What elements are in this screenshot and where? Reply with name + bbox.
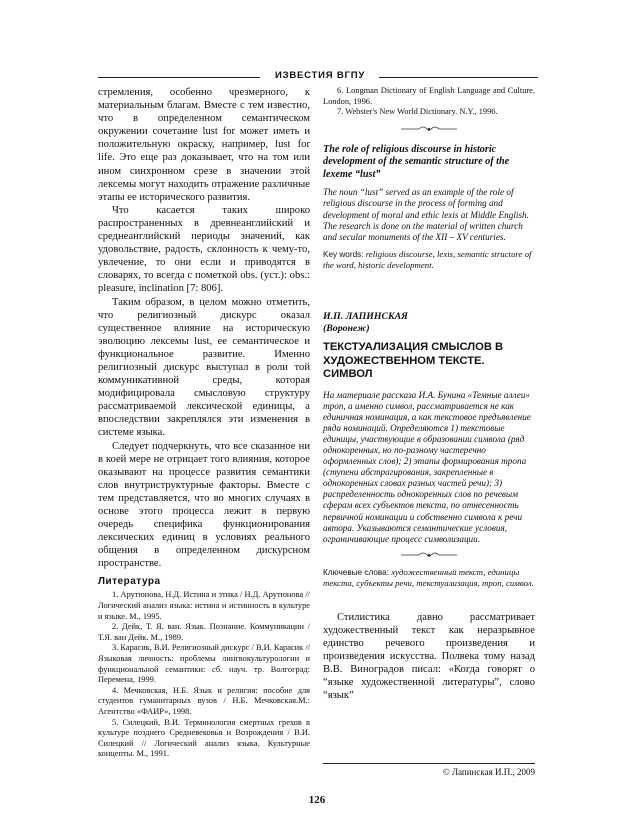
body-paragraph: Следует подчеркнуть, что все сказанное ни в коей мере не отрицает того влияния, которое оказывают на процессе развития семантики слов внутриструктурные факторы. Вместе с тем представляется, что во многих случаях в основе этого процесса лежит в первую очередь специфика функционирования лексических единиц в условиях реального общения в определенном дискурсном пространстве. bbox=[98, 440, 310, 570]
body-paragraph: Что касается таких широко распространенных в древнеанглийский и среднеанглийский периоды значений, как удовольствие, радость, склонность к чему-то, увлечение, то они если и приводятся в словарях, то всегда с пометкой obs. (уст.): obs.: pleasure, inclination [7: 806]. bbox=[98, 204, 310, 295]
reference-item: 2. Дейк, Т. Я. ван. Язык. Познание. Коммуникации / Т.Я. ван Дейк. М., 1989. bbox=[98, 622, 310, 642]
body-paragraph: стремления, особенно чрезмерного, к материальным благам. Вместе с тем известно, что в определенном семантическом окружении сочетание lust for может иметь и положительную окраску, например, lust for life. Это еще раз доказывает, что на том или ином синхронном срезе в значении этой лексемы могут находить отражение различные этапы ее исторического развития. bbox=[98, 87, 310, 203]
reference-item: 7. Webster's New World Dictionary. N.Y., 1996. bbox=[337, 107, 498, 117]
author-name: И.П. ЛАПИНСКАЯ bbox=[323, 311, 408, 323]
journal-title: ИЗВЕСТИЯ ВГПУ bbox=[274, 70, 366, 81]
left-column bbox=[98, 86, 310, 760]
reference-list-continued bbox=[323, 86, 535, 118]
footer-rule bbox=[323, 763, 535, 764]
header-rule-right bbox=[379, 77, 538, 78]
russian-article-title: ТЕКСТУАЛИЗАЦИЯ СМЫСЛОВ В ХУДОЖЕСТВЕННОМ ТЕКСТЕ. СИМВОЛ bbox=[323, 341, 504, 381]
reference-item: 5. Силецкий, В.И. Терминология смертных грехов в культуре позднего Средневековья и Возрождения / В.И. Силецкий // Логический анализ языка. Культурные концепты. М., 1991. bbox=[98, 717, 310, 759]
reference-item: 1. Арутюнова, Н.Д. Истина и этика / Н.Д. Арутюнова // Логический анализ языка: истина и истинность в культуре и языке. М., 1995. bbox=[98, 590, 310, 621]
keywords-label: Ключевые слова: bbox=[323, 567, 389, 577]
ornament-divider-icon bbox=[323, 124, 535, 136]
header-rule-left bbox=[98, 77, 260, 78]
russian-keywords bbox=[323, 567, 535, 589]
right-column bbox=[323, 86, 535, 702]
body-paragraph: Таким образом, в целом можно отметить, что религиозный дискурс оказал существенное влияние на историческую эволюцию лексемы lust, ее семантическое и функциональное развитие. Именно религиозный дискурс выступал в роли той коммуникативной среды, которая модифицировала смысловую структуру рассматриваемой лексической единицы, а впоследствии закреплялся эти изменения в системе языка. bbox=[98, 296, 310, 439]
page-number: 126 bbox=[308, 794, 326, 806]
body-paragraph: Стилистика давно рассматривает художественный текст как неразрывное единство речевого произведения и произведения искусства. Полвека тому назад В.В. Виноградов писал: «Когда говорят о “языке художественной литературы”, слово “язык” bbox=[323, 611, 535, 702]
keywords-text: religious discourse, lexis, semantic structure of the word, historic development. bbox=[323, 249, 532, 271]
keywords-label: Key words: bbox=[323, 250, 364, 260]
literature-heading: Литература bbox=[98, 576, 161, 588]
copyright-notice: © Лапинская И.П., 2009 bbox=[442, 767, 535, 777]
ornament-divider-icon bbox=[323, 550, 535, 562]
author-city: (Воронеж) bbox=[323, 323, 370, 335]
reference-item: 3. Карасик, В.И. Религиозный дискурс / В.И. Карасик // Языковая личность: проблемы лингвокультурологии и функциональной семантики: сб. науч. тр. Волгоград: Перемена, 1999. bbox=[98, 643, 310, 685]
english-keywords bbox=[323, 249, 535, 271]
reference-item: 6. Longman Dictionary of English Language and Culture. London, 1996. bbox=[323, 86, 535, 106]
reference-item: 4. Мечковская, Н.Б. Язык и религия: пособие для студентов гуманитарных вузов / Н.Б. Мечковская.М.: Агентство «ФАИР», 1998. bbox=[98, 685, 310, 716]
russian-abstract: На материале рассказа И.А. Бунина «Темные аллеи» троп, а именно символ, рассматривается не как единичная номинация, а как текстовое предъявление ряда номинаций. Определяются 1) текстовые единицы, участвующие в образовании символа (ряд однокоренных, но по-разному частеречно оформленных слов); 2) этапы формирования тропа (ступени абстрагирования, закрепленные в однокоренных словах разных частей речи); 3) распределенность однокоренных слов по речевым сферам всех субъектов текста, по отнесенность первичной номинации и собственно символа к речи автора. Указываются семантические условия, ограничивающие процесс символизации. bbox=[323, 389, 531, 544]
english-article-title: The role of religious discourse in historic development of the semantic structure of the lexeme “lust” bbox=[323, 143, 510, 180]
keywords-text: художественный текст, единицы текста, субъекты речи, текстуализация, троп, символ. bbox=[323, 566, 534, 588]
running-header bbox=[98, 70, 538, 84]
reference-list bbox=[98, 590, 310, 760]
english-abstract: The noun “lust” served as an example of the role of religious discourse in the process of forming and development of moral and ethic lexis at Middle English. The research is done on the material of written church and secular monuments of the XII – XV centuries. bbox=[323, 187, 529, 243]
